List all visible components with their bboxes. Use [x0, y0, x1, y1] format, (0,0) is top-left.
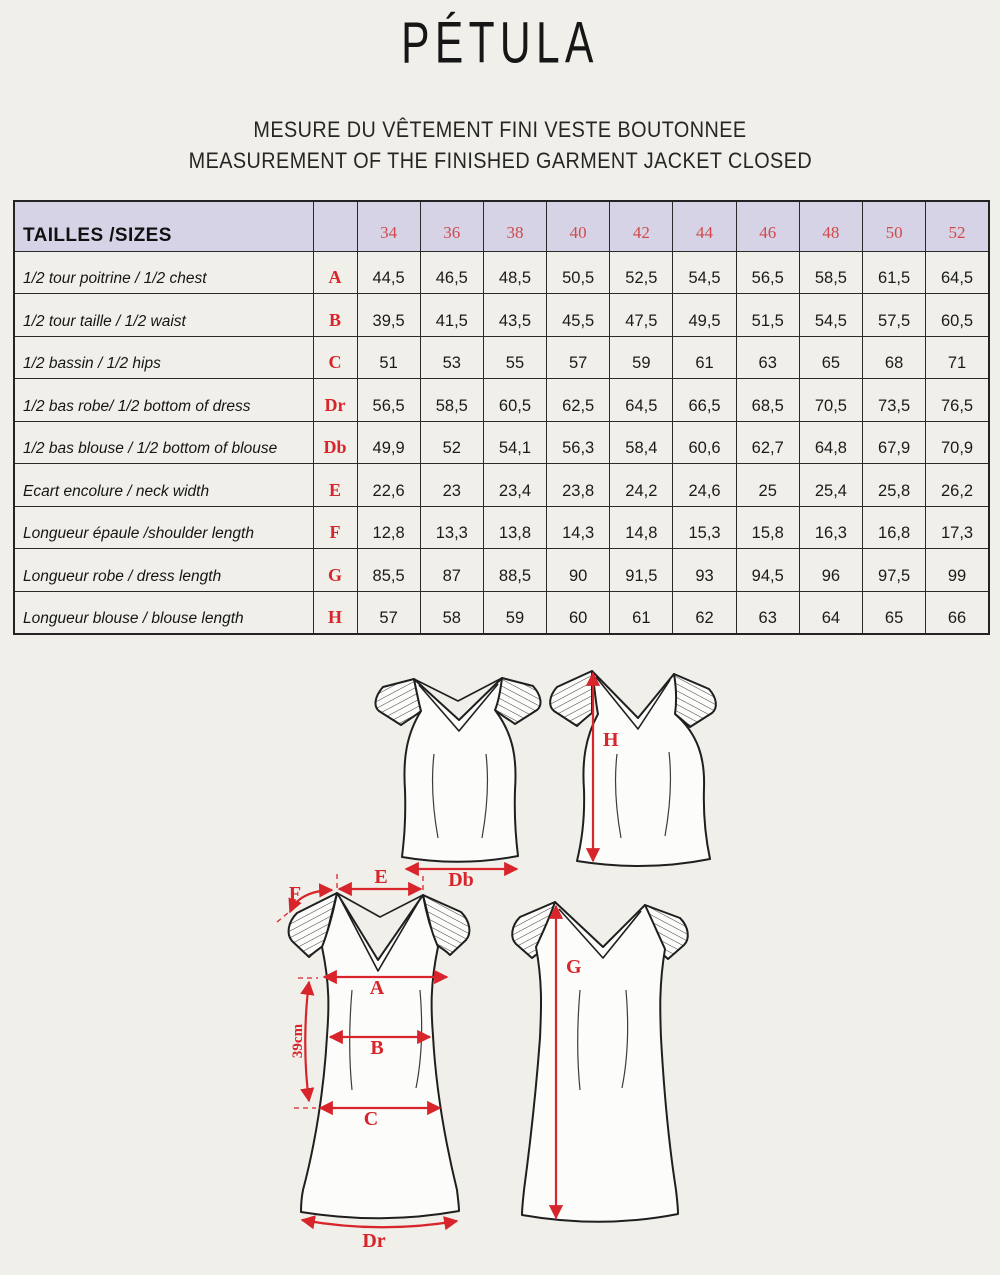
size-value-cell: 66,5 [673, 379, 736, 422]
size-value-cell: 58,5 [420, 379, 483, 422]
dimension-label-c: C [363, 1108, 379, 1130]
size-value-cell: 64,8 [799, 421, 862, 464]
size-value-cell: 73,5 [863, 379, 926, 422]
size-value-cell: 55 [483, 336, 546, 379]
size-value-cell: 15,8 [736, 506, 799, 549]
size-value-cell: 56,3 [547, 421, 610, 464]
size-value-cell: 47,5 [610, 294, 673, 337]
size-value-cell: 25,4 [799, 464, 862, 507]
size-value-cell: 58,5 [799, 251, 862, 294]
table-row [14, 591, 989, 634]
letter-column-header [313, 201, 357, 251]
size-value-cell: 54,1 [483, 421, 546, 464]
measure-label-cell: 1/2 bassin / 1/2 hips [14, 336, 313, 379]
size-value-cell: 90 [547, 549, 610, 592]
size-value-cell: 16,8 [863, 506, 926, 549]
dimension-label-b: B [370, 1037, 384, 1059]
size-value-cell: 59 [610, 336, 673, 379]
size-column-header: 46 [736, 201, 799, 251]
dimension-label-dr: Dr [362, 1230, 386, 1252]
garment-diagram [0, 650, 1000, 1275]
size-value-cell: 54,5 [799, 294, 862, 337]
blouse-back-left-sleeve [550, 671, 592, 726]
subtitle-english: MEASUREMENT OF THE FINISHED GARMENT JACKET CLOSED [188, 148, 812, 173]
size-value-cell: 17,3 [926, 506, 989, 549]
measure-label-cell: 1/2 bas robe/ 1/2 bottom of dress [14, 379, 313, 422]
measure-label-cell: Longueur blouse / blouse length [14, 591, 313, 634]
size-column-header: 34 [357, 201, 420, 251]
size-column-header: 52 [926, 201, 989, 251]
measure-label-cell: Longueur épaule /shoulder length [14, 506, 313, 549]
size-value-cell: 43,5 [483, 294, 546, 337]
size-value-cell: 14,8 [610, 506, 673, 549]
size-column-header: 48 [799, 201, 862, 251]
size-value-cell: 60,6 [673, 421, 736, 464]
size-column-header: 40 [547, 201, 610, 251]
sizes-header-label: TAILLES /SIZES [14, 201, 313, 251]
size-column-header: 44 [673, 201, 736, 251]
table-row [14, 421, 989, 464]
measure-label-cell: 1/2 tour poitrine / 1/2 chest [14, 251, 313, 294]
dimension-label-f: F [288, 883, 302, 905]
size-value-cell: 48,5 [483, 251, 546, 294]
dimension-label-39cm: 39cm [290, 1023, 306, 1059]
size-value-cell: 58,4 [610, 421, 673, 464]
table-row [14, 336, 989, 379]
table-row [14, 506, 989, 549]
size-value-cell: 66 [926, 591, 989, 634]
size-value-cell: 22,6 [357, 464, 420, 507]
table-row [14, 294, 989, 337]
size-value-cell: 56,5 [357, 379, 420, 422]
measure-label-cell: 1/2 bas blouse / 1/2 bottom of blouse [14, 421, 313, 464]
size-column-header: 38 [483, 201, 546, 251]
size-value-cell: 56,5 [736, 251, 799, 294]
size-value-cell: 61 [673, 336, 736, 379]
page-title: PÉTULA [401, 9, 599, 76]
size-value-cell: 93 [673, 549, 736, 592]
size-column-header: 42 [610, 201, 673, 251]
dress-back-drawing [512, 902, 688, 1222]
size-value-cell: 62,7 [736, 421, 799, 464]
size-value-cell: 39,5 [357, 294, 420, 337]
size-value-cell: 85,5 [357, 549, 420, 592]
size-value-cell: 63 [736, 591, 799, 634]
measure-letter-cell: G [313, 549, 357, 592]
blouse-front-drawing [376, 678, 541, 891]
table-header-row [14, 201, 989, 251]
size-value-cell: 16,3 [799, 506, 862, 549]
size-value-cell: 13,3 [420, 506, 483, 549]
measure-letter-cell: C [313, 336, 357, 379]
size-value-cell: 64,5 [610, 379, 673, 422]
size-value-cell: 24,6 [673, 464, 736, 507]
size-value-cell: 26,2 [926, 464, 989, 507]
size-value-cell: 25 [736, 464, 799, 507]
size-value-cell: 12,8 [357, 506, 420, 549]
size-value-cell: 97,5 [863, 549, 926, 592]
size-value-cell: 60,5 [926, 294, 989, 337]
dimension-arrow-dr [302, 1220, 457, 1227]
size-value-cell: 60,5 [483, 379, 546, 422]
size-value-cell: 52,5 [610, 251, 673, 294]
size-value-cell: 24,2 [610, 464, 673, 507]
dress-back-body [522, 902, 678, 1222]
subtitle-french: MESURE DU VÊTEMENT FINI VESTE BOUTONNEE [253, 117, 747, 142]
size-table-body [14, 251, 989, 634]
size-value-cell: 23,8 [547, 464, 610, 507]
measurement-table [13, 200, 990, 635]
measure-letter-cell: Db [313, 421, 357, 464]
size-value-cell: 94,5 [736, 549, 799, 592]
size-value-cell: 54,5 [673, 251, 736, 294]
size-value-cell: 63 [736, 336, 799, 379]
size-value-cell: 65 [863, 591, 926, 634]
size-value-cell: 96 [799, 549, 862, 592]
size-value-cell: 62 [673, 591, 736, 634]
dimension-label-db: Db [448, 869, 474, 891]
size-value-cell: 58 [420, 591, 483, 634]
size-value-cell: 64 [799, 591, 862, 634]
dimension-label-e: E [374, 866, 388, 888]
dimension-label-a: A [369, 977, 385, 999]
size-value-cell: 53 [420, 336, 483, 379]
size-value-cell: 68,5 [736, 379, 799, 422]
size-value-cell: 64,5 [926, 251, 989, 294]
size-value-cell: 57 [357, 591, 420, 634]
size-value-cell: 25,8 [863, 464, 926, 507]
table-row [14, 464, 989, 507]
measure-label-cell: Longueur robe / dress length [14, 549, 313, 592]
size-value-cell: 49,5 [673, 294, 736, 337]
table-row [14, 379, 989, 422]
size-value-cell: 45,5 [547, 294, 610, 337]
size-value-cell: 59 [483, 591, 546, 634]
size-value-cell: 44,5 [357, 251, 420, 294]
measure-letter-cell: Dr [313, 379, 357, 422]
blouse-front-left-sleeve [376, 679, 421, 725]
size-value-cell: 76,5 [926, 379, 989, 422]
size-value-cell: 70,5 [799, 379, 862, 422]
size-value-cell: 50,5 [547, 251, 610, 294]
size-value-cell: 61,5 [863, 251, 926, 294]
size-value-cell: 70,9 [926, 421, 989, 464]
size-value-cell: 23 [420, 464, 483, 507]
size-column-header: 50 [863, 201, 926, 251]
size-value-cell: 46,5 [420, 251, 483, 294]
dimension-label-g: G [566, 956, 582, 978]
table-row [14, 549, 989, 592]
size-value-cell: 57,5 [863, 294, 926, 337]
size-value-cell: 61 [610, 591, 673, 634]
size-value-cell: 71 [926, 336, 989, 379]
size-value-cell: 52 [420, 421, 483, 464]
size-column-header: 36 [420, 201, 483, 251]
blouse-back-drawing [550, 671, 716, 866]
measure-letter-cell: F [313, 506, 357, 549]
table-row [14, 251, 989, 294]
measure-label-cell: 1/2 tour taille / 1/2 waist [14, 294, 313, 337]
size-value-cell: 87 [420, 549, 483, 592]
size-value-cell: 65 [799, 336, 862, 379]
size-value-cell: 60 [547, 591, 610, 634]
measure-letter-cell: B [313, 294, 357, 337]
size-value-cell: 67,9 [863, 421, 926, 464]
size-value-cell: 23,4 [483, 464, 546, 507]
size-value-cell: 14,3 [547, 506, 610, 549]
dress-front-drawing [277, 866, 469, 1252]
size-value-cell: 51 [357, 336, 420, 379]
measure-letter-cell: H [313, 591, 357, 634]
size-value-cell: 57 [547, 336, 610, 379]
measure-label-cell: Ecart encolure / neck width [14, 464, 313, 507]
size-value-cell: 13,8 [483, 506, 546, 549]
size-value-cell: 15,3 [673, 506, 736, 549]
size-value-cell: 51,5 [736, 294, 799, 337]
measure-letter-cell: E [313, 464, 357, 507]
size-value-cell: 91,5 [610, 549, 673, 592]
size-value-cell: 49,9 [357, 421, 420, 464]
size-value-cell: 62,5 [547, 379, 610, 422]
dimension-label-h: H [603, 729, 619, 751]
size-value-cell: 41,5 [420, 294, 483, 337]
measure-letter-cell: A [313, 251, 357, 294]
size-value-cell: 99 [926, 549, 989, 592]
size-value-cell: 68 [863, 336, 926, 379]
size-value-cell: 88,5 [483, 549, 546, 592]
